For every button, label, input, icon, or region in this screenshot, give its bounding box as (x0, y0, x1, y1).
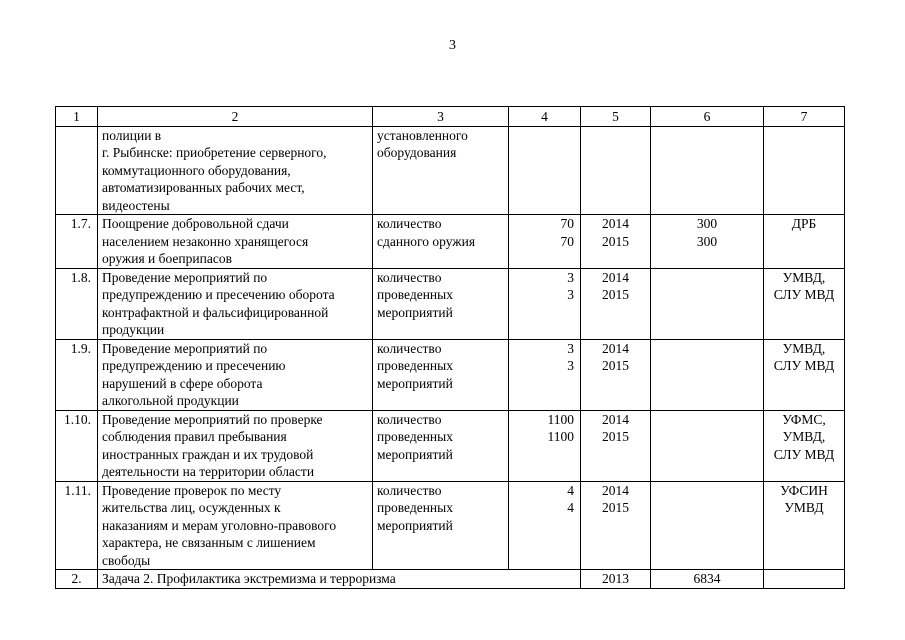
cell-line: УФСИН (780, 482, 828, 498)
cell-line: установленного (377, 127, 468, 143)
cell-line: 70 (560, 233, 574, 249)
cell-line: соблюдения правил пребывания (102, 429, 287, 444)
cell-line: г. Рыбинске: приобретение серверного, (102, 145, 327, 160)
cell-line: продукции (102, 322, 165, 337)
header-cell: 3 (373, 107, 509, 127)
cell-line: оружия и боеприпасов (102, 251, 232, 266)
description-cell (98, 126, 373, 215)
header-cell: 7 (764, 107, 845, 127)
indicator-cell (373, 215, 509, 269)
table-row (56, 215, 845, 269)
cell-line: контрафактной и фальсифицированной (102, 304, 329, 320)
header-cell: 1 (56, 107, 98, 127)
cell-line: количество (377, 269, 442, 285)
executor-cell (764, 126, 845, 215)
cell-line: 70 (560, 216, 574, 231)
executor-cell (764, 481, 845, 570)
cell-line: алкогольной продукции (102, 393, 239, 408)
cell-line: 2014 (602, 216, 629, 231)
header-cell: 6 (651, 107, 764, 127)
funding-cell (651, 481, 764, 570)
header-cell: 2 (98, 107, 373, 127)
year-cell (581, 481, 651, 570)
cell-line: нарушений в сфере оборота (102, 375, 263, 391)
item-number-cell: 1.7. (56, 215, 98, 269)
cell-line: 300 (696, 233, 718, 249)
year-cell (581, 339, 651, 410)
description-cell (98, 215, 373, 269)
cell-line: количество (377, 482, 442, 498)
cell-line: видеостены (102, 197, 170, 213)
header-cell: 4 (509, 107, 581, 127)
indicator-cell (373, 481, 509, 570)
cell-line: 3 (567, 340, 574, 356)
task-funding-cell: 6834 (651, 570, 764, 589)
cell-line: 1100 (547, 411, 574, 427)
cell-line: 3 (567, 287, 574, 302)
year-cell (581, 126, 651, 215)
cell-line: УМВД, (782, 429, 826, 444)
cell-line: УМВД, (782, 269, 826, 285)
cell-line: предупреждению и пресечению (102, 358, 286, 373)
table-row (56, 481, 845, 570)
executor-cell (764, 268, 845, 339)
cell-line: 2015 (602, 287, 629, 302)
cell-line: 3 (567, 269, 574, 285)
indicator-cell (373, 126, 509, 215)
cell-line: ДРБ (791, 216, 817, 231)
cell-line: жительства лиц, осужденных к (102, 500, 281, 515)
program-table (55, 106, 845, 589)
table-row (56, 268, 845, 339)
cell-line: деятельности на территории области (102, 464, 315, 479)
cell-line: 2014 (602, 482, 629, 498)
cell-line: характера, не связанным с лишением (102, 535, 316, 550)
cell-line: проведенных (377, 287, 453, 302)
table-row (56, 410, 845, 481)
table-row (56, 339, 845, 410)
cell-line: автоматизированных рабочих мест, (102, 180, 305, 195)
cell-line: 1100 (547, 429, 574, 444)
item-number-cell: 1.10. (56, 410, 98, 481)
cell-line: 2015 (602, 429, 629, 444)
cell-line: УМВД (784, 500, 824, 515)
cell-line: мероприятий (377, 304, 453, 320)
cell-line: количество (377, 411, 442, 427)
cell-line: проведенных (377, 500, 453, 515)
cell-line: Проведение мероприятий по (102, 340, 268, 356)
cell-line: 2014 (602, 411, 629, 427)
description-cell (98, 339, 373, 410)
task-executor-cell (764, 570, 845, 589)
cell-line: мероприятий (377, 375, 453, 391)
year-cell (581, 410, 651, 481)
cell-line: СЛУ МВД (773, 358, 835, 373)
year-cell (581, 215, 651, 269)
cell-line: 2014 (602, 269, 629, 285)
cell-line: 2014 (602, 340, 629, 356)
cell-line: наказаниям и мерам уголовно-правового (102, 517, 337, 533)
cell-line: полиции в (102, 127, 162, 143)
cell-line: проведенных (377, 429, 453, 444)
cell-line: УМВД, (782, 340, 826, 356)
cell-line: 2015 (602, 358, 629, 373)
cell-line: оборудования (377, 145, 457, 160)
cell-line: 300 (696, 216, 718, 231)
funding-cell (651, 268, 764, 339)
item-number-cell: 1.9. (56, 339, 98, 410)
cell-line: СЛУ МВД (773, 287, 835, 302)
indicator-cell (373, 268, 509, 339)
cell-line: населением незаконно хранящегося (102, 233, 309, 249)
cell-line: 2015 (602, 233, 629, 249)
cell-line: свободы (102, 552, 151, 568)
executor-cell (764, 215, 845, 269)
funding-cell (651, 410, 764, 481)
executor-cell (764, 410, 845, 481)
funding-cell (651, 339, 764, 410)
indicator-cell (373, 410, 509, 481)
task-row (56, 570, 845, 589)
cell-line: мероприятий (377, 446, 453, 462)
indicator-cell (373, 339, 509, 410)
cell-line: Поощрение добровольной сдачи (102, 216, 289, 231)
header-cell: 5 (581, 107, 651, 127)
value-cell (509, 481, 581, 570)
cell-line: СЛУ МВД (773, 446, 835, 462)
cell-line: Проведение мероприятий по (102, 269, 268, 285)
funding-cell (651, 126, 764, 215)
value-cell (509, 410, 581, 481)
description-cell (98, 410, 373, 481)
task-number-cell: 2. (56, 570, 98, 589)
cell-line: количество (377, 340, 442, 356)
executor-cell (764, 339, 845, 410)
cell-line: Проведение мероприятий по проверке (102, 411, 323, 427)
value-cell (509, 126, 581, 215)
funding-cell (651, 215, 764, 269)
value-cell (509, 215, 581, 269)
cell-line: предупреждению и пресечению оборота (102, 287, 335, 302)
cell-line: коммутационного оборудования, (102, 162, 291, 178)
cell-line: количество (377, 216, 442, 231)
task-year-cell: 2013 (581, 570, 651, 589)
header-row (56, 107, 845, 127)
value-cell (509, 268, 581, 339)
table-row (56, 126, 845, 215)
cell-line: 4 (567, 482, 574, 498)
item-number-cell (56, 126, 98, 215)
cell-line: УФМС, (782, 411, 826, 427)
cell-line: проведенных (377, 358, 453, 373)
task-title-cell: Задача 2. Профилактика экстремизма и терроризма (98, 570, 581, 589)
cell-line: 2015 (602, 500, 629, 515)
cell-line: Проведение проверок по месту (102, 482, 282, 498)
item-number-cell: 1.11. (56, 481, 98, 570)
cell-line: 4 (567, 500, 574, 515)
page-number: 3 (449, 38, 456, 53)
value-cell (509, 339, 581, 410)
cell-line: иностранных граждан и их трудовой (102, 446, 314, 462)
item-number-cell: 1.8. (56, 268, 98, 339)
description-cell (98, 268, 373, 339)
year-cell (581, 268, 651, 339)
cell-line: мероприятий (377, 517, 453, 533)
cell-line: 3 (567, 358, 574, 373)
cell-line: сданного оружия (377, 233, 476, 249)
description-cell (98, 481, 373, 570)
